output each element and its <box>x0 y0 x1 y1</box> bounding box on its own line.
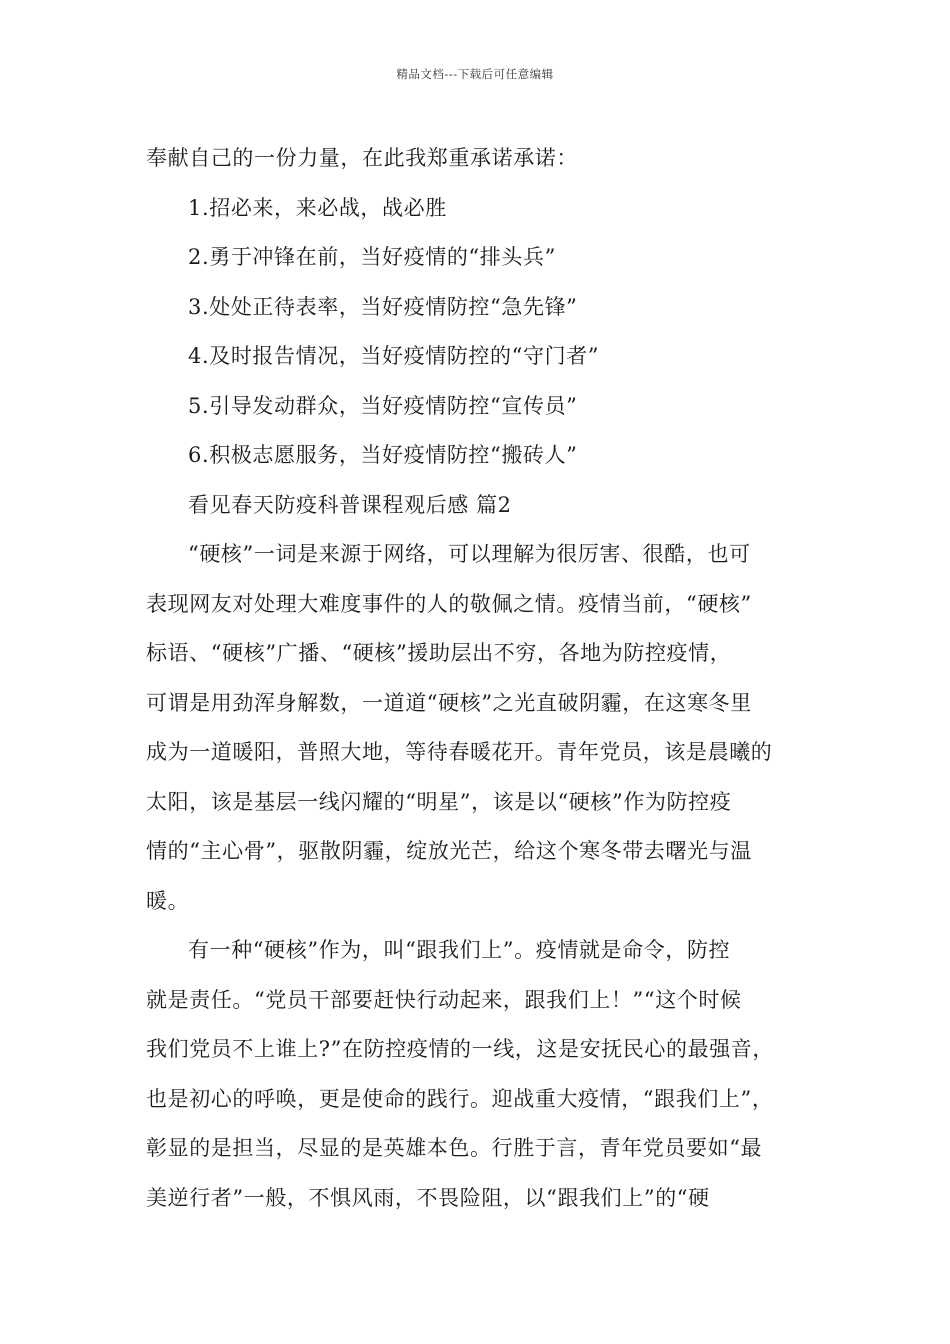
promise-item: 2.勇于冲锋在前，当好疫情的“排头兵” <box>188 245 556 269</box>
paragraph-line: 太阳，该是基层一线闪耀的“明星”，该是以“硬核”作为防控疫 <box>146 789 732 814</box>
paragraph-1 <box>146 530 822 926</box>
paragraph-line: 我们党员不上谁上?”在防控疫情的一线，这是安抚民心的最强音， <box>146 1037 774 1061</box>
intro-line: 奉献自己的一份力量，在此我郑重承诺承诺： <box>146 146 578 170</box>
paragraph-line: 暖。 <box>146 888 190 913</box>
promise-list <box>146 184 822 481</box>
promise-item: 3.处处正待表率，当好疫情防控“急先锋” <box>188 294 578 319</box>
promise-item: 1.招必来，来必战，战必胜 <box>188 195 447 220</box>
page-header: 精品文档---下载后可任意编辑 <box>396 67 554 81</box>
paragraph-line: 就是责任。“党员干部要赶快行动起来，跟我们上！”“这个时候 <box>146 987 742 1012</box>
paragraph-line: 也是初心的呼唤，更是使命的践行。迎战重大疫情，“跟我们上”， <box>146 1086 774 1111</box>
document-body <box>146 134 822 1223</box>
promise-item: 6.积极志愿服务，当好疫情防控“搬砖人” <box>188 443 578 467</box>
paragraph-line: 标语、“硬核”广播、“硬核”援助层出不穷，各地为防控疫情， <box>146 641 732 665</box>
paragraph-line: “硬核”一词是来源于网络，可以理解为很厉害、很酷，也可 <box>188 542 751 566</box>
promise-item: 4.及时报告情况，当好疫情防控的“守门者” <box>188 344 600 368</box>
paragraph-line: 情的“主心骨”，驱散阴霾，绽放光芒，给这个寒冬带去曙光与温 <box>146 839 752 863</box>
paragraph-line: 有一种“硬核”作为，叫“跟我们上”。疫情就是命令，防控 <box>188 938 731 962</box>
promise-item: 5.引导发动群众，当好疫情防控“宣传员” <box>188 393 578 418</box>
paragraph-line: 美逆行者”一般，不惧风雨，不畏险阻，以“跟我们上”的“硬 <box>146 1185 710 1210</box>
section-title: 看见春天防疫科普课程观后感 篇2 <box>188 492 512 517</box>
paragraph-line: 彰显的是担当，尽显的是英雄本色。行胜于言，青年党员要如“最 <box>146 1136 763 1160</box>
paragraph-2 <box>146 926 822 1223</box>
paragraph-line: 成为一道暖阳，普照大地，等待春暖花开。青年党员，该是晨曦的 <box>146 740 773 764</box>
paragraph-line: 可谓是用劲浑身解数，一道道“硬核”之光直破阴霾，在这寒冬里 <box>146 690 752 715</box>
paragraph-line: 表现网友对处理大难度事件的人的敬佩之情。疫情当前，“硬核” <box>146 591 752 616</box>
